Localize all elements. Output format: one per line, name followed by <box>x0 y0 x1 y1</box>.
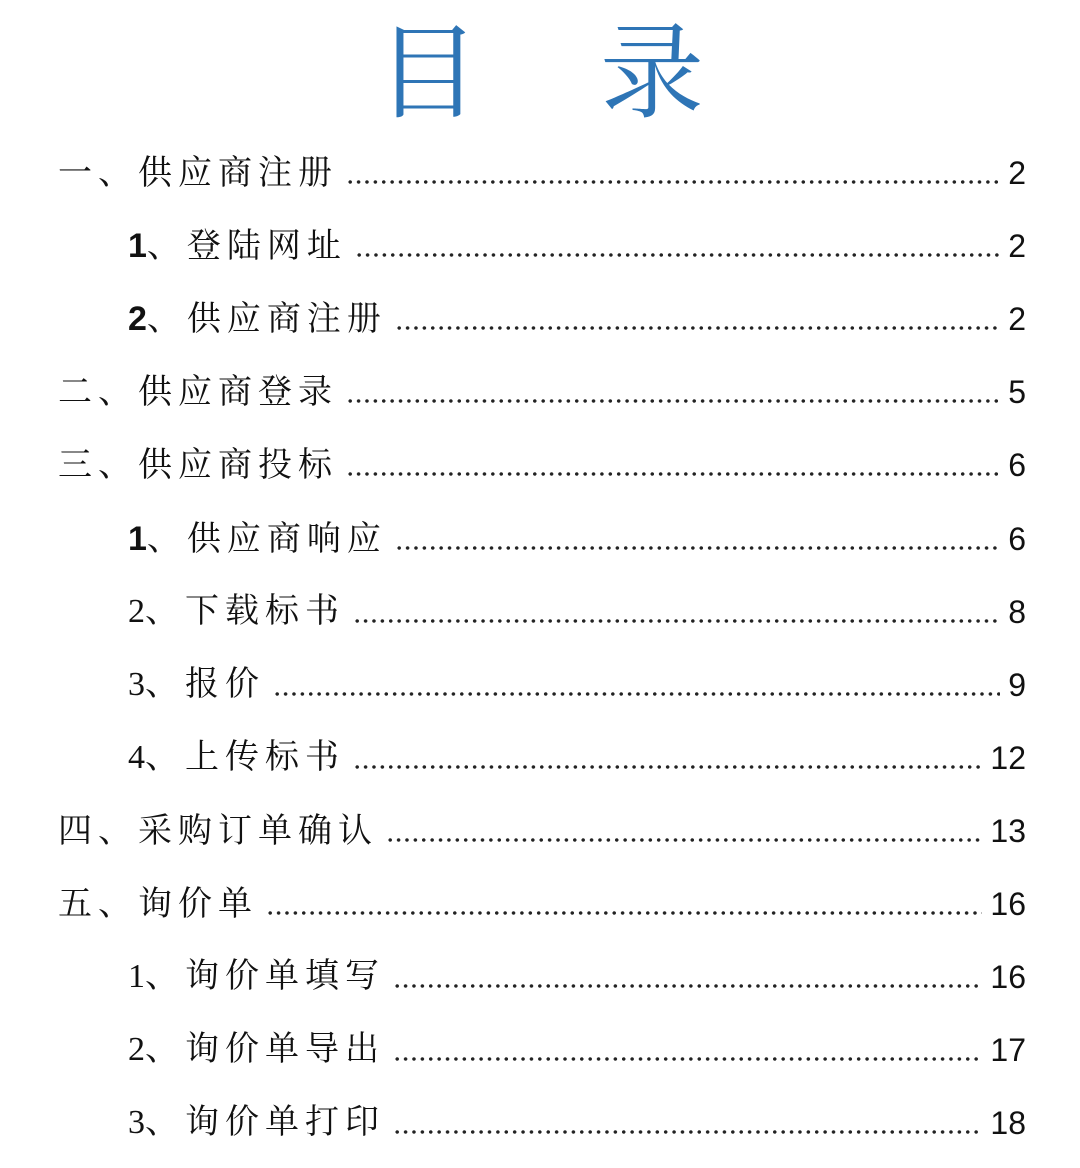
toc-page-number: 6 <box>1008 447 1026 483</box>
toc-entry-label <box>128 661 265 708</box>
toc-entry-title: 报价 <box>185 664 265 704</box>
toc-page-number: 5 <box>1008 374 1026 410</box>
toc-dot-leader <box>355 253 1000 257</box>
toc-entry-label <box>128 953 385 1000</box>
toc-entry-number: 1 <box>128 958 145 995</box>
toc-dot-leader <box>395 326 1000 330</box>
toc-entry[interactable] <box>58 804 1026 854</box>
toc-entry-title: 询价单导出 <box>185 1029 385 1069</box>
toc-entry-separator: 、 <box>146 519 187 559</box>
toc-page-number: 18 <box>990 1105 1026 1141</box>
toc-page-number: 16 <box>990 959 1026 995</box>
toc-entry-label <box>128 223 347 269</box>
toc-dot-leader <box>393 1057 982 1061</box>
toc-dot-leader <box>346 180 1000 184</box>
toc-entry[interactable] <box>58 877 1026 927</box>
toc-page-number: 6 <box>1008 521 1026 557</box>
toc-entry-number: 1 <box>128 227 147 265</box>
toc-entry-number: 五 <box>58 884 98 924</box>
toc-entry-number: 3 <box>128 666 145 703</box>
toc-entry-title: 供应商投标 <box>138 445 338 485</box>
toc-entry[interactable] <box>58 438 1026 488</box>
toc-entry-title: 询价单填写 <box>185 956 385 996</box>
toc-entry-separator: 、 <box>98 884 138 924</box>
toc-entry[interactable] <box>128 950 1026 1000</box>
toc-entry-title: 登陆网址 <box>186 226 347 266</box>
toc-dot-leader <box>346 472 1000 476</box>
toc-dot-leader <box>386 838 982 842</box>
toc-entry-label <box>128 1026 385 1073</box>
toc-title-char-2: 录 <box>600 12 705 134</box>
toc-entry-number: 二 <box>58 372 98 412</box>
toc-title-char-1: 目 <box>375 12 480 134</box>
toc-entry-number: 2 <box>128 300 147 338</box>
toc-dot-leader <box>393 1130 982 1134</box>
toc-entry-separator: 、 <box>145 664 185 704</box>
toc-entry-number: 2 <box>128 593 145 630</box>
toc-entry-number: 一 <box>58 153 98 193</box>
toc-entry[interactable] <box>128 292 1026 342</box>
toc-entry-number: 三 <box>58 445 98 485</box>
toc-page-number: 8 <box>1008 594 1026 630</box>
toc-entry-title: 下载标书 <box>185 591 345 631</box>
toc-entry-title: 供应商注册 <box>138 153 338 193</box>
toc-entry-title: 上传标书 <box>185 737 345 777</box>
toc-dot-leader <box>353 765 982 769</box>
toc-entry-label <box>128 588 345 635</box>
toc-entry-separator: 、 <box>98 372 138 412</box>
toc-entry-label <box>58 442 338 488</box>
toc-entry-title: 询价单 <box>138 884 258 924</box>
toc-entry-label <box>128 516 387 562</box>
toc-page-number: 2 <box>1008 155 1026 191</box>
toc-entry[interactable] <box>128 1096 1026 1146</box>
toc-page-number: 2 <box>1008 301 1026 337</box>
toc-entry-separator: 、 <box>145 1029 185 1069</box>
toc-entry-separator: 、 <box>98 153 138 193</box>
toc-page-number: 9 <box>1008 667 1026 703</box>
toc-entry[interactable] <box>128 585 1026 635</box>
toc-entry-label <box>58 881 258 927</box>
toc-entry-separator: 、 <box>146 226 187 266</box>
toc-entry-number: 1 <box>128 520 147 558</box>
toc-dot-leader <box>353 619 1000 623</box>
toc-page-number: 13 <box>990 813 1026 849</box>
toc-entry-separator: 、 <box>145 737 185 777</box>
toc-dot-leader <box>273 692 1000 696</box>
toc-entry-label <box>128 1099 385 1146</box>
toc-entry-title: 采购订单确认 <box>138 811 378 851</box>
toc-entry-title: 供应商响应 <box>186 519 387 559</box>
toc-entry-title: 询价单打印 <box>185 1102 385 1142</box>
toc-entry[interactable] <box>128 731 1026 781</box>
toc-entry-number: 4 <box>128 739 145 776</box>
toc-entry[interactable] <box>58 146 1026 196</box>
toc-entry-title: 供应商注册 <box>186 299 387 339</box>
toc-entry-label <box>128 296 387 342</box>
toc-entry-label <box>58 150 338 196</box>
toc-entry-title: 供应商登录 <box>138 372 338 412</box>
toc-page-number: 12 <box>990 740 1026 776</box>
toc-entry[interactable] <box>128 219 1026 269</box>
toc-dot-leader <box>395 546 1000 550</box>
toc-dot-leader <box>346 399 1000 403</box>
toc-page-number: 16 <box>990 886 1026 922</box>
toc-entry[interactable] <box>128 658 1026 708</box>
toc-entry-label <box>58 369 338 415</box>
toc-entry[interactable] <box>128 512 1026 562</box>
toc-entry-number: 3 <box>128 1104 145 1141</box>
toc-dot-leader <box>393 984 982 988</box>
toc-entry-separator: 、 <box>145 956 185 996</box>
toc-entry-separator: 、 <box>98 811 138 851</box>
toc-entry-number: 四 <box>58 811 98 851</box>
toc-entry-label <box>128 734 345 781</box>
toc-page-number: 17 <box>990 1032 1026 1068</box>
toc-entry-separator: 、 <box>145 591 185 631</box>
toc-entry[interactable] <box>58 365 1026 415</box>
toc-entry-separator: 、 <box>146 299 187 339</box>
toc-page-number: 2 <box>1008 228 1026 264</box>
toc-entry[interactable] <box>128 1023 1026 1073</box>
toc-entry-separator: 、 <box>145 1102 185 1142</box>
toc-dot-leader <box>266 911 982 915</box>
toc-entry-label <box>58 808 378 854</box>
toc-entry-separator: 、 <box>98 445 138 485</box>
toc-entry-number: 2 <box>128 1031 145 1068</box>
